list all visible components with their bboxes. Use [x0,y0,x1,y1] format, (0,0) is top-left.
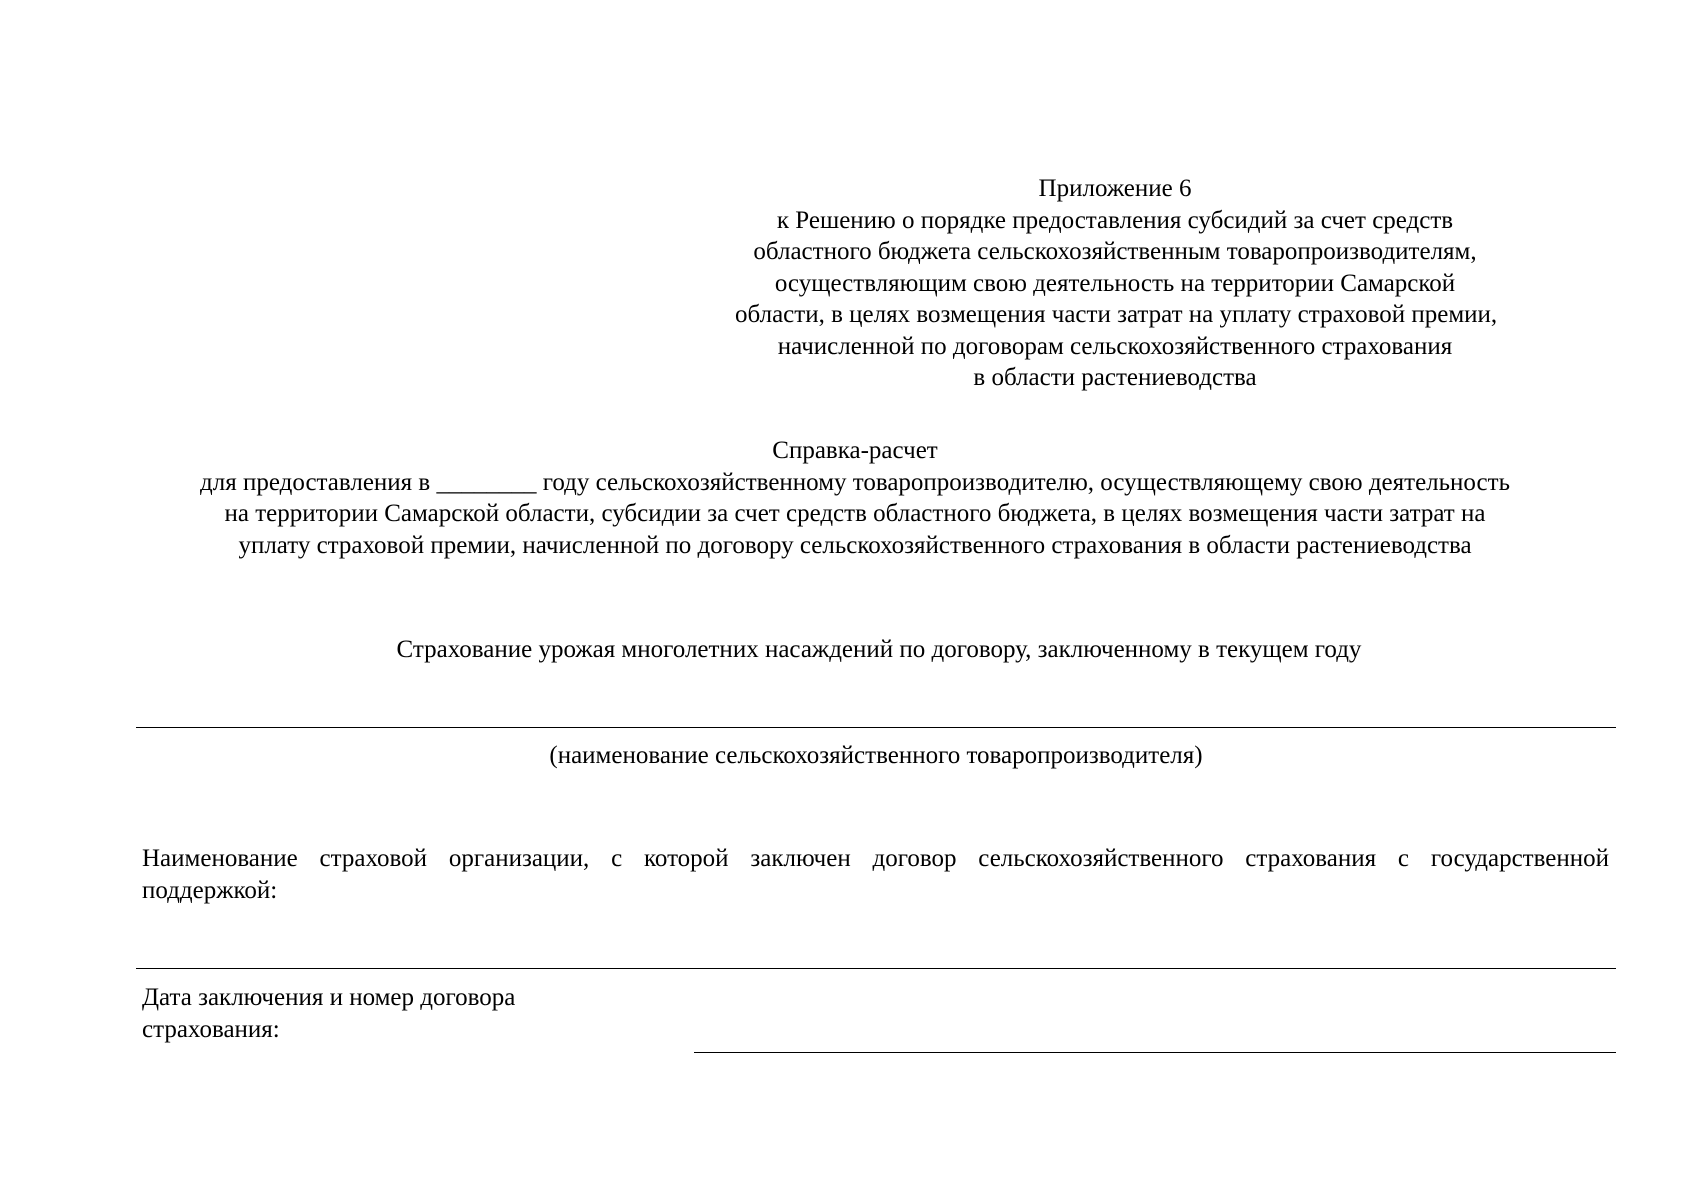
insurer-label-line: поддержкой: [142,876,278,904]
appendix-line: областного бюджета сельскохозяйственным товаропроизводителям, [753,238,1477,265]
document-title [120,435,1590,561]
insurer-label-line: Наименование страховой организации, с которой заключен договор сельскохозяйственного страхования с государственной [142,845,1609,872]
title-line: для предоставления в ________ году сельскохозяйственному товаропроизводителю, осуществляющему свою деятельность [200,468,1510,496]
contract-label-line: Дата заключения и номер договора [142,984,516,1011]
title-heading: Справка-расчет [772,437,938,464]
insurer-label [142,843,1609,906]
contract-label-line: страхования: [142,1015,280,1043]
appendix-header [735,173,1498,394]
contract-label [142,982,702,1045]
producer-name-field[interactable] [136,727,1616,728]
appendix-line: области, в целях возмещения части затрат на уплату страховой премии, [735,301,1498,328]
appendix-line: начисленной по договорам сельскохозяйственного страхования [777,332,1453,360]
title-line: на территории Самарской области, субсидии за счет средств областного бюджета, в целях возмещения части затрат на [224,500,1486,527]
title-line: уплату страховой премии, начисленной по договору сельскохозяйственного страхования в области растениеводства [238,531,1472,559]
contract-date-number-field[interactable] [694,1052,1616,1053]
appendix-line: в области растениеводства [973,364,1257,391]
appendix-line: осуществляющим свою деятельность на территории Самарской [774,269,1456,297]
appendix-line: к Решению о порядке предоставления субсидий за счет средств [776,206,1454,234]
insurer-name-field[interactable] [136,968,1616,969]
insurance-type-heading: Страхование урожая многолетних насаждений по договору, заключенному в текущем году [396,636,1362,663]
producer-name-caption: (наименование сельскохозяйственного товаропроизводителя) [549,742,1203,769]
appendix-number: Приложение 6 [1038,175,1192,202]
